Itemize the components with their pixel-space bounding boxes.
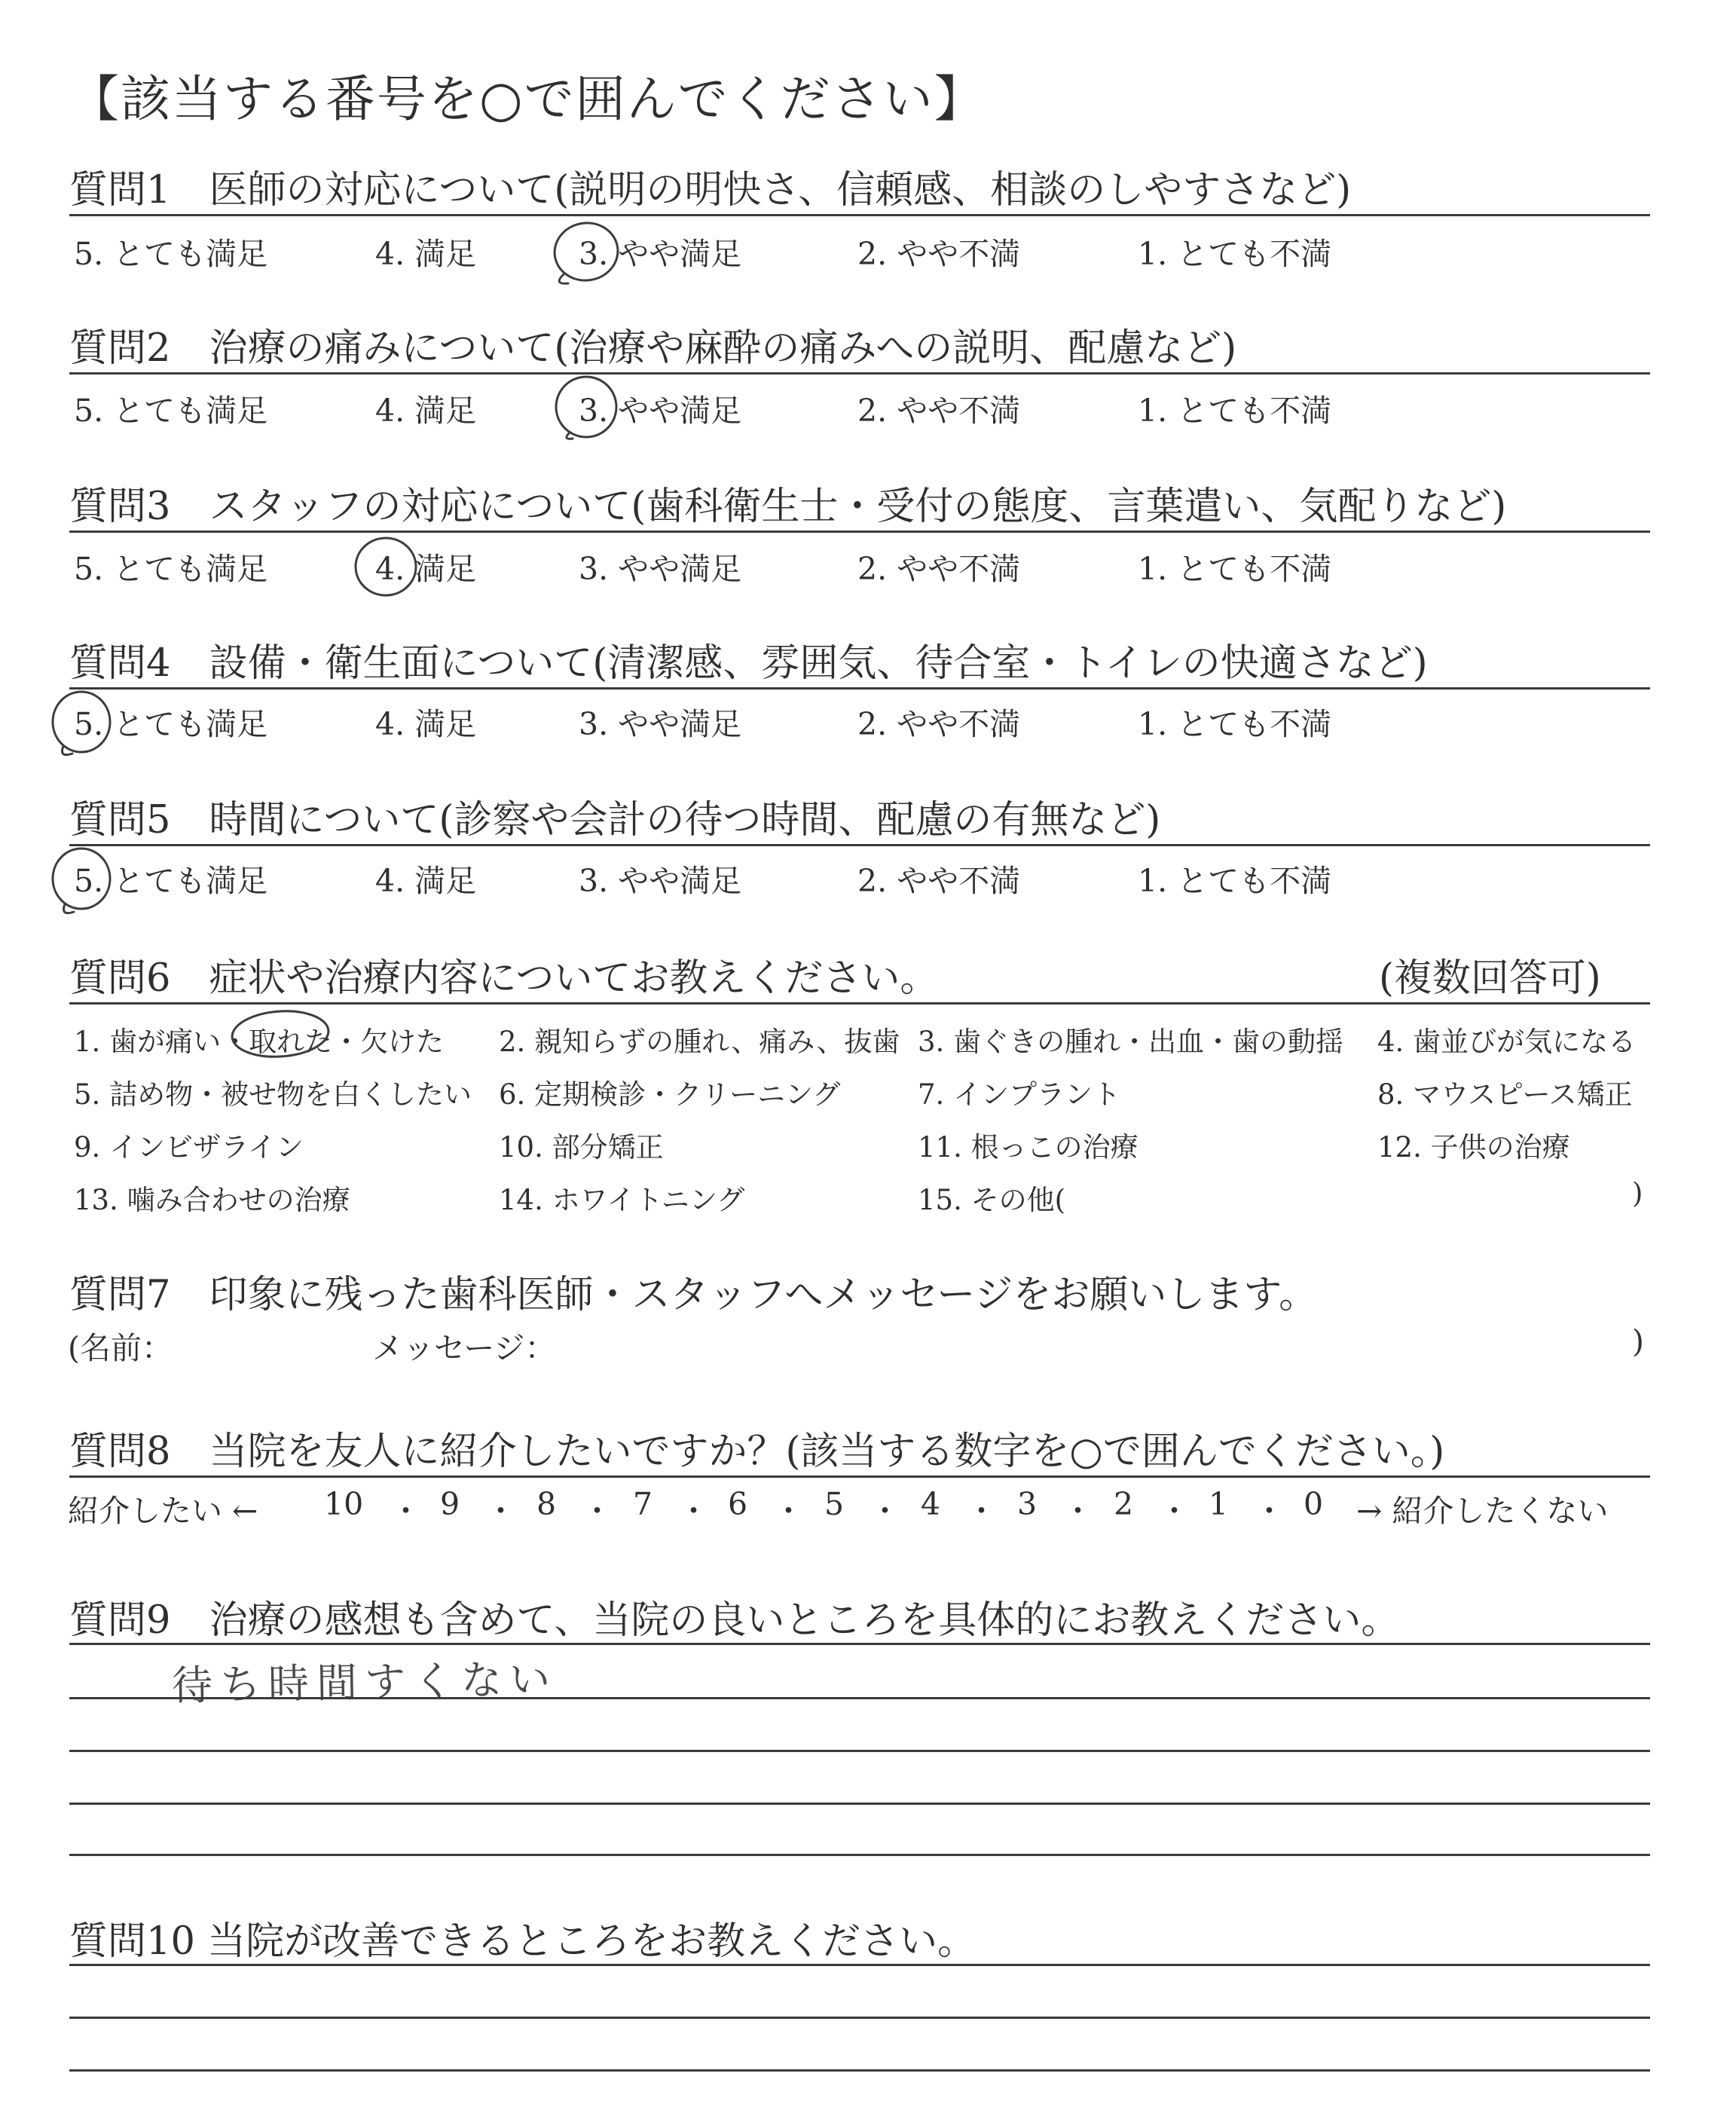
q9-answer-line-3[interactable]: [69, 1803, 1650, 1805]
q9-rule-0: [69, 1643, 1650, 1645]
q8-scale-5[interactable]: 5: [824, 1486, 845, 1522]
q10-rule-0: [69, 1964, 1650, 1966]
q6-item-11[interactable]: 11. 根っこの治療: [918, 1131, 1138, 1164]
q8-scale-dot: ・: [582, 1493, 613, 1529]
q8-rule: [69, 1475, 1650, 1478]
q4-circle-tail: [63, 746, 73, 755]
q7-title: 質問7 印象に残った歯科医師・スタッフへメッセージをお願いします。: [69, 1273, 1318, 1317]
q8-scale-10[interactable]: 10: [324, 1486, 364, 1522]
q7-name-label: (名前：: [68, 1330, 173, 1366]
q4-title: 質問4 設備・衛生面について(清潔感、雰囲気、待合室・トイレの快適さなど): [69, 641, 1428, 686]
q4-option-4[interactable]: 4. 満足: [375, 706, 477, 742]
q2-option-3[interactable]: 3. やや満足: [579, 393, 742, 429]
q8-scale-dot: ・: [1062, 1493, 1093, 1529]
q6-item-4[interactable]: 4. 歯並びが気になる: [1377, 1026, 1637, 1058]
q8-scale-dot: ・: [678, 1493, 709, 1529]
q10-answer-line-1[interactable]: [69, 2017, 1650, 2019]
q2-option-1[interactable]: 1. とても不満: [1138, 393, 1332, 429]
q2-option-5[interactable]: 5. とても満足: [74, 393, 268, 429]
q4-option-1[interactable]: 1. とても不満: [1138, 706, 1332, 742]
q8-left-label: 紹介したい ←: [68, 1493, 258, 1529]
q6-item-2[interactable]: 2. 親知らずの腫れ、痛み、抜歯: [499, 1026, 900, 1058]
q2-rule: [69, 372, 1650, 375]
q4-rule: [69, 687, 1650, 690]
q9-answer-line-1[interactable]: [69, 1697, 1650, 1699]
q1-option-1[interactable]: 1. とても不満: [1138, 236, 1332, 272]
q8-title: 質問8 当院を友人に紹介したいですか？(該当する数字を○で囲んでください。): [69, 1430, 1445, 1474]
q8-scale-4[interactable]: 4: [921, 1486, 941, 1522]
q3-option-1[interactable]: 1. とても不満: [1138, 551, 1332, 587]
q8-scale-dot: ・: [773, 1493, 804, 1529]
q1-option-4[interactable]: 4. 満足: [375, 236, 477, 272]
q7-message-label: メッセージ：: [372, 1330, 556, 1366]
q3-option-3[interactable]: 3. やや満足: [579, 551, 742, 587]
q8-scale-0[interactable]: 0: [1304, 1486, 1324, 1522]
q1-rule: [69, 214, 1650, 216]
q4-option-5[interactable]: 5. とても満足: [74, 706, 268, 742]
q9-handwritten-answer[interactable]: 待ち時間すくない: [171, 1655, 558, 1710]
page-heading: 【該当する番号を○で囲んでください】: [69, 70, 986, 128]
q1-option-5[interactable]: 5. とても満足: [74, 236, 268, 272]
q3-option-2[interactable]: 2. やや不満: [857, 551, 1021, 587]
q4-option-3[interactable]: 3. やや満足: [579, 706, 742, 742]
q2-option-4[interactable]: 4. 満足: [375, 393, 477, 429]
q1-title: 質問1 医師の対応について(説明の明快さ、信頼感、相談のしやすさなど): [69, 168, 1352, 213]
q5-option-2[interactable]: 2. やや不満: [857, 863, 1021, 899]
q10-title: 質問10 当院が改善できるところをお教えください。: [69, 1919, 976, 1964]
q8-scale-6[interactable]: 6: [728, 1486, 748, 1522]
q5-rule: [69, 844, 1650, 846]
q6-rule: [69, 1002, 1650, 1005]
q8-scale-2[interactable]: 2: [1114, 1486, 1134, 1522]
q8-scale-3[interactable]: 3: [1017, 1486, 1038, 1522]
q6-item-5[interactable]: 5. 詰め物・被せ物を白くしたい: [74, 1078, 472, 1111]
q5-option-4[interactable]: 4. 満足: [375, 863, 477, 899]
q5-option-5[interactable]: 5. とても満足: [74, 863, 268, 899]
q8-scale-7[interactable]: 7: [633, 1486, 653, 1522]
q1-option-3[interactable]: 3. やや満足: [579, 236, 742, 272]
q6-item-3[interactable]: 3. 歯ぐきの腫れ・出血・歯の動揺: [918, 1026, 1344, 1058]
q6-item-6[interactable]: 6. 定期検診・クリーニング: [499, 1078, 841, 1111]
q6-item-1[interactable]: 1. 歯が痛い・取れた・欠けた: [74, 1026, 445, 1058]
q2-option-2[interactable]: 2. やや不満: [857, 393, 1021, 429]
q6-item-10[interactable]: 10. 部分矯正: [499, 1131, 664, 1164]
q5-title: 質問5 時間について(診察や会計の待つ時間、配慮の有無など): [69, 798, 1161, 842]
q4-option-2[interactable]: 2. やや不満: [857, 706, 1021, 742]
q8-scale-dot: ・: [485, 1493, 516, 1529]
q5-circle-tail: [64, 904, 75, 913]
q8-scale-9[interactable]: 9: [440, 1486, 460, 1522]
q3-option-4[interactable]: 4. 満足: [375, 551, 477, 587]
q2-title: 質問2 治療の痛みについて(治療や麻酔の痛みへの説明、配慮など): [69, 326, 1237, 371]
q9-answer-line-4[interactable]: [69, 1854, 1650, 1856]
q6-title: 質問6 症状や治療内容についてお教えください。: [69, 956, 939, 1001]
q5-option-3[interactable]: 3. やや満足: [579, 863, 742, 899]
q8-scale-8[interactable]: 8: [536, 1486, 557, 1522]
q8-scale-dot: ・: [1254, 1493, 1285, 1529]
q9-answer-line-2[interactable]: [69, 1750, 1650, 1752]
q3-title: 質問3 スタッフの対応について(歯科衛生士・受付の態度、言葉遣い、気配りなど): [69, 485, 1507, 529]
q2-circle-tail: [567, 433, 573, 439]
q8-scale-dot: ・: [1159, 1493, 1190, 1529]
q9-title: 質問9 治療の感想も含めて、当院の良いところを具体的にお教えください。: [69, 1598, 1400, 1643]
q3-rule: [69, 531, 1650, 533]
q6-item-7[interactable]: 7. インプラント: [918, 1078, 1121, 1111]
q8-scale-1[interactable]: 1: [1209, 1486, 1229, 1522]
q5-option-1[interactable]: 1. とても不満: [1138, 863, 1332, 899]
q7-close-paren: ): [1632, 1323, 1644, 1359]
q6-item-13[interactable]: 13. 噛み合わせの治療: [74, 1184, 350, 1216]
q6-item-14[interactable]: 14. ホワイトニング: [499, 1184, 745, 1216]
q8-scale-dot: ・: [870, 1493, 900, 1529]
q6-item-15[interactable]: 15. その他(: [918, 1184, 1066, 1216]
q8-scale-dot: ・: [966, 1493, 997, 1529]
q6-other-close-paren: ): [1632, 1177, 1643, 1209]
q1-option-2[interactable]: 2. やや不満: [857, 236, 1021, 272]
q8-right-label: → 紹介したくない: [1356, 1493, 1609, 1529]
q6-item-8[interactable]: 8. マウスピース矯正: [1377, 1078, 1633, 1111]
q6-multiple-answer-note: (複数回答可): [1379, 956, 1601, 1001]
q6-item-9[interactable]: 9. インビザライン: [74, 1131, 304, 1164]
q8-scale-dot: ・: [390, 1493, 421, 1529]
q6-item-12[interactable]: 12. 子供の治療: [1377, 1131, 1570, 1164]
q1-circle-tail: [559, 274, 568, 283]
q3-option-5[interactable]: 5. とても満足: [74, 551, 268, 587]
q10-answer-line-2[interactable]: [69, 2069, 1650, 2072]
